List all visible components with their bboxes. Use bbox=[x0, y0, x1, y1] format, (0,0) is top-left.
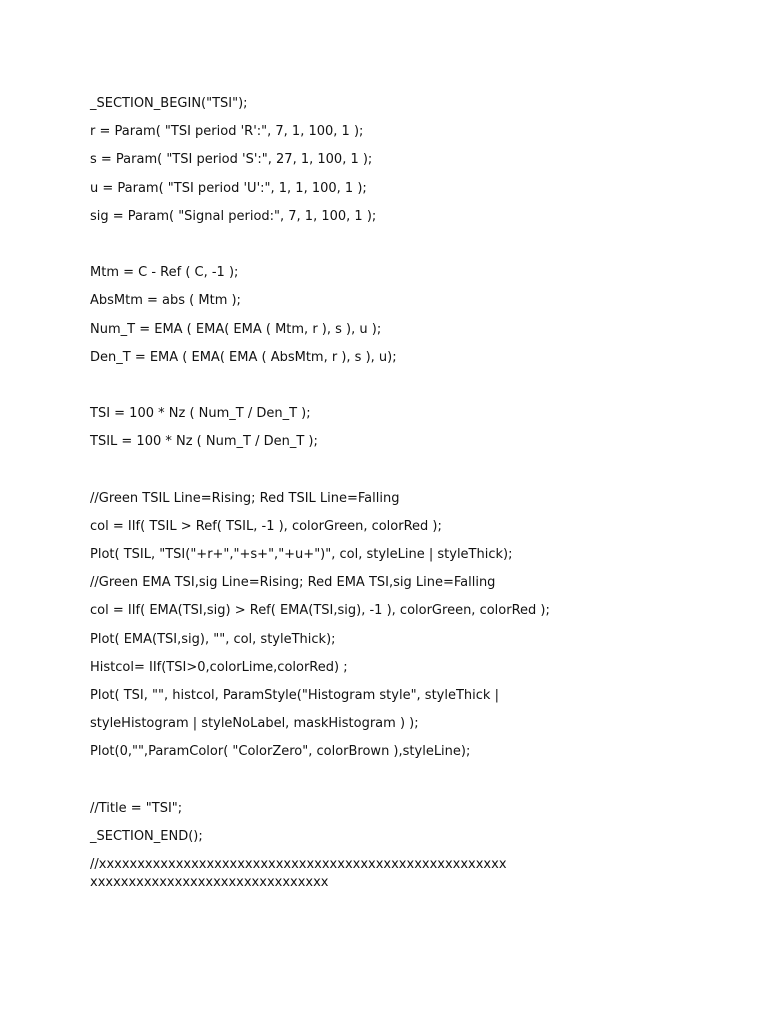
code-line-16: col = IIf( TSIL > Ref( TSIL, -1 ), colorGreen, colorRed ); bbox=[90, 518, 442, 534]
code-line-3: s = Param( "TSI period 'S':", 27, 1, 100, 1 ); bbox=[90, 152, 373, 168]
code-line-20: Plot( EMA(TSI,sig), "", col, styleThick); bbox=[90, 631, 336, 647]
blank-line bbox=[90, 456, 730, 484]
code-tail-line-1: //xxxxxxxxxxxxxxxxxxxxxxxxxxxxxxxxxxxxxxxxxxxxxxxxxxxxx bbox=[90, 857, 507, 873]
blank-line bbox=[90, 231, 730, 259]
code-line-10: Den_T = EMA ( EMA( EMA ( AbsMtm, r ), s ), u); bbox=[90, 349, 397, 365]
code-line-19: col = IIf( EMA(TSI,sig) > Ref( EMA(TSI,sig), -1 ), colorGreen, colorRed ); bbox=[90, 603, 550, 619]
code-line-8: AbsMtm = abs ( Mtm ); bbox=[90, 293, 241, 309]
code-listing bbox=[90, 90, 730, 892]
code-line-15: //Green TSIL Line=Rising; Red TSIL Line=Falling bbox=[90, 490, 400, 506]
code-tail-line-2: xxxxxxxxxxxxxxxxxxxxxxxxxxxxxxx bbox=[90, 875, 329, 891]
code-line-17: Plot( TSIL, "TSI("+r+","+s+","+u+")", col, styleLine | styleThick); bbox=[90, 547, 513, 562]
code-line-1: _SECTION_BEGIN("TSI"); bbox=[90, 96, 248, 111]
code-line-2: r = Param( "TSI period 'R':", 7, 1, 100, 1 ); bbox=[90, 124, 364, 140]
code-line-22: Plot( TSI, "", histcol, ParamStyle("Histogram style", styleThick | bbox=[90, 687, 499, 703]
code-line-21: Histcol= IIf(TSI>0,colorLime,colorRed) ; bbox=[90, 659, 348, 675]
code-line-13: TSIL = 100 * Nz ( Num_T / Den_T ); bbox=[90, 434, 318, 450]
code-line-23: styleHistogram | styleNoLabel, maskHistogram ) ); bbox=[90, 716, 419, 732]
code-line-18: //Green EMA TSI,sig Line=Rising; Red EMA TSI,sig Line=Falling bbox=[90, 575, 496, 591]
code-line-26: //Title = "TSI"; bbox=[90, 800, 183, 816]
code-line-7: Mtm = C - Ref ( C, -1 ); bbox=[90, 265, 239, 281]
code-line-9: Num_T = EMA ( EMA( EMA ( Mtm, r ), s ), u ); bbox=[90, 321, 382, 337]
blank-line bbox=[90, 767, 730, 795]
code-line-4: u = Param( "TSI period 'U':", 1, 1, 100, 1 ); bbox=[90, 180, 367, 196]
code-line-12: TSI = 100 * Nz ( Num_T / Den_T ); bbox=[90, 406, 311, 422]
code-line-27: _SECTION_END(); bbox=[90, 828, 203, 844]
code-line-24: Plot(0,"",ParamColor( "ColorZero", colorBrown ),styleLine); bbox=[90, 744, 471, 760]
blank-line bbox=[90, 372, 730, 400]
code-line-5: sig = Param( "Signal period:", 7, 1, 100, 1 ); bbox=[90, 208, 377, 224]
